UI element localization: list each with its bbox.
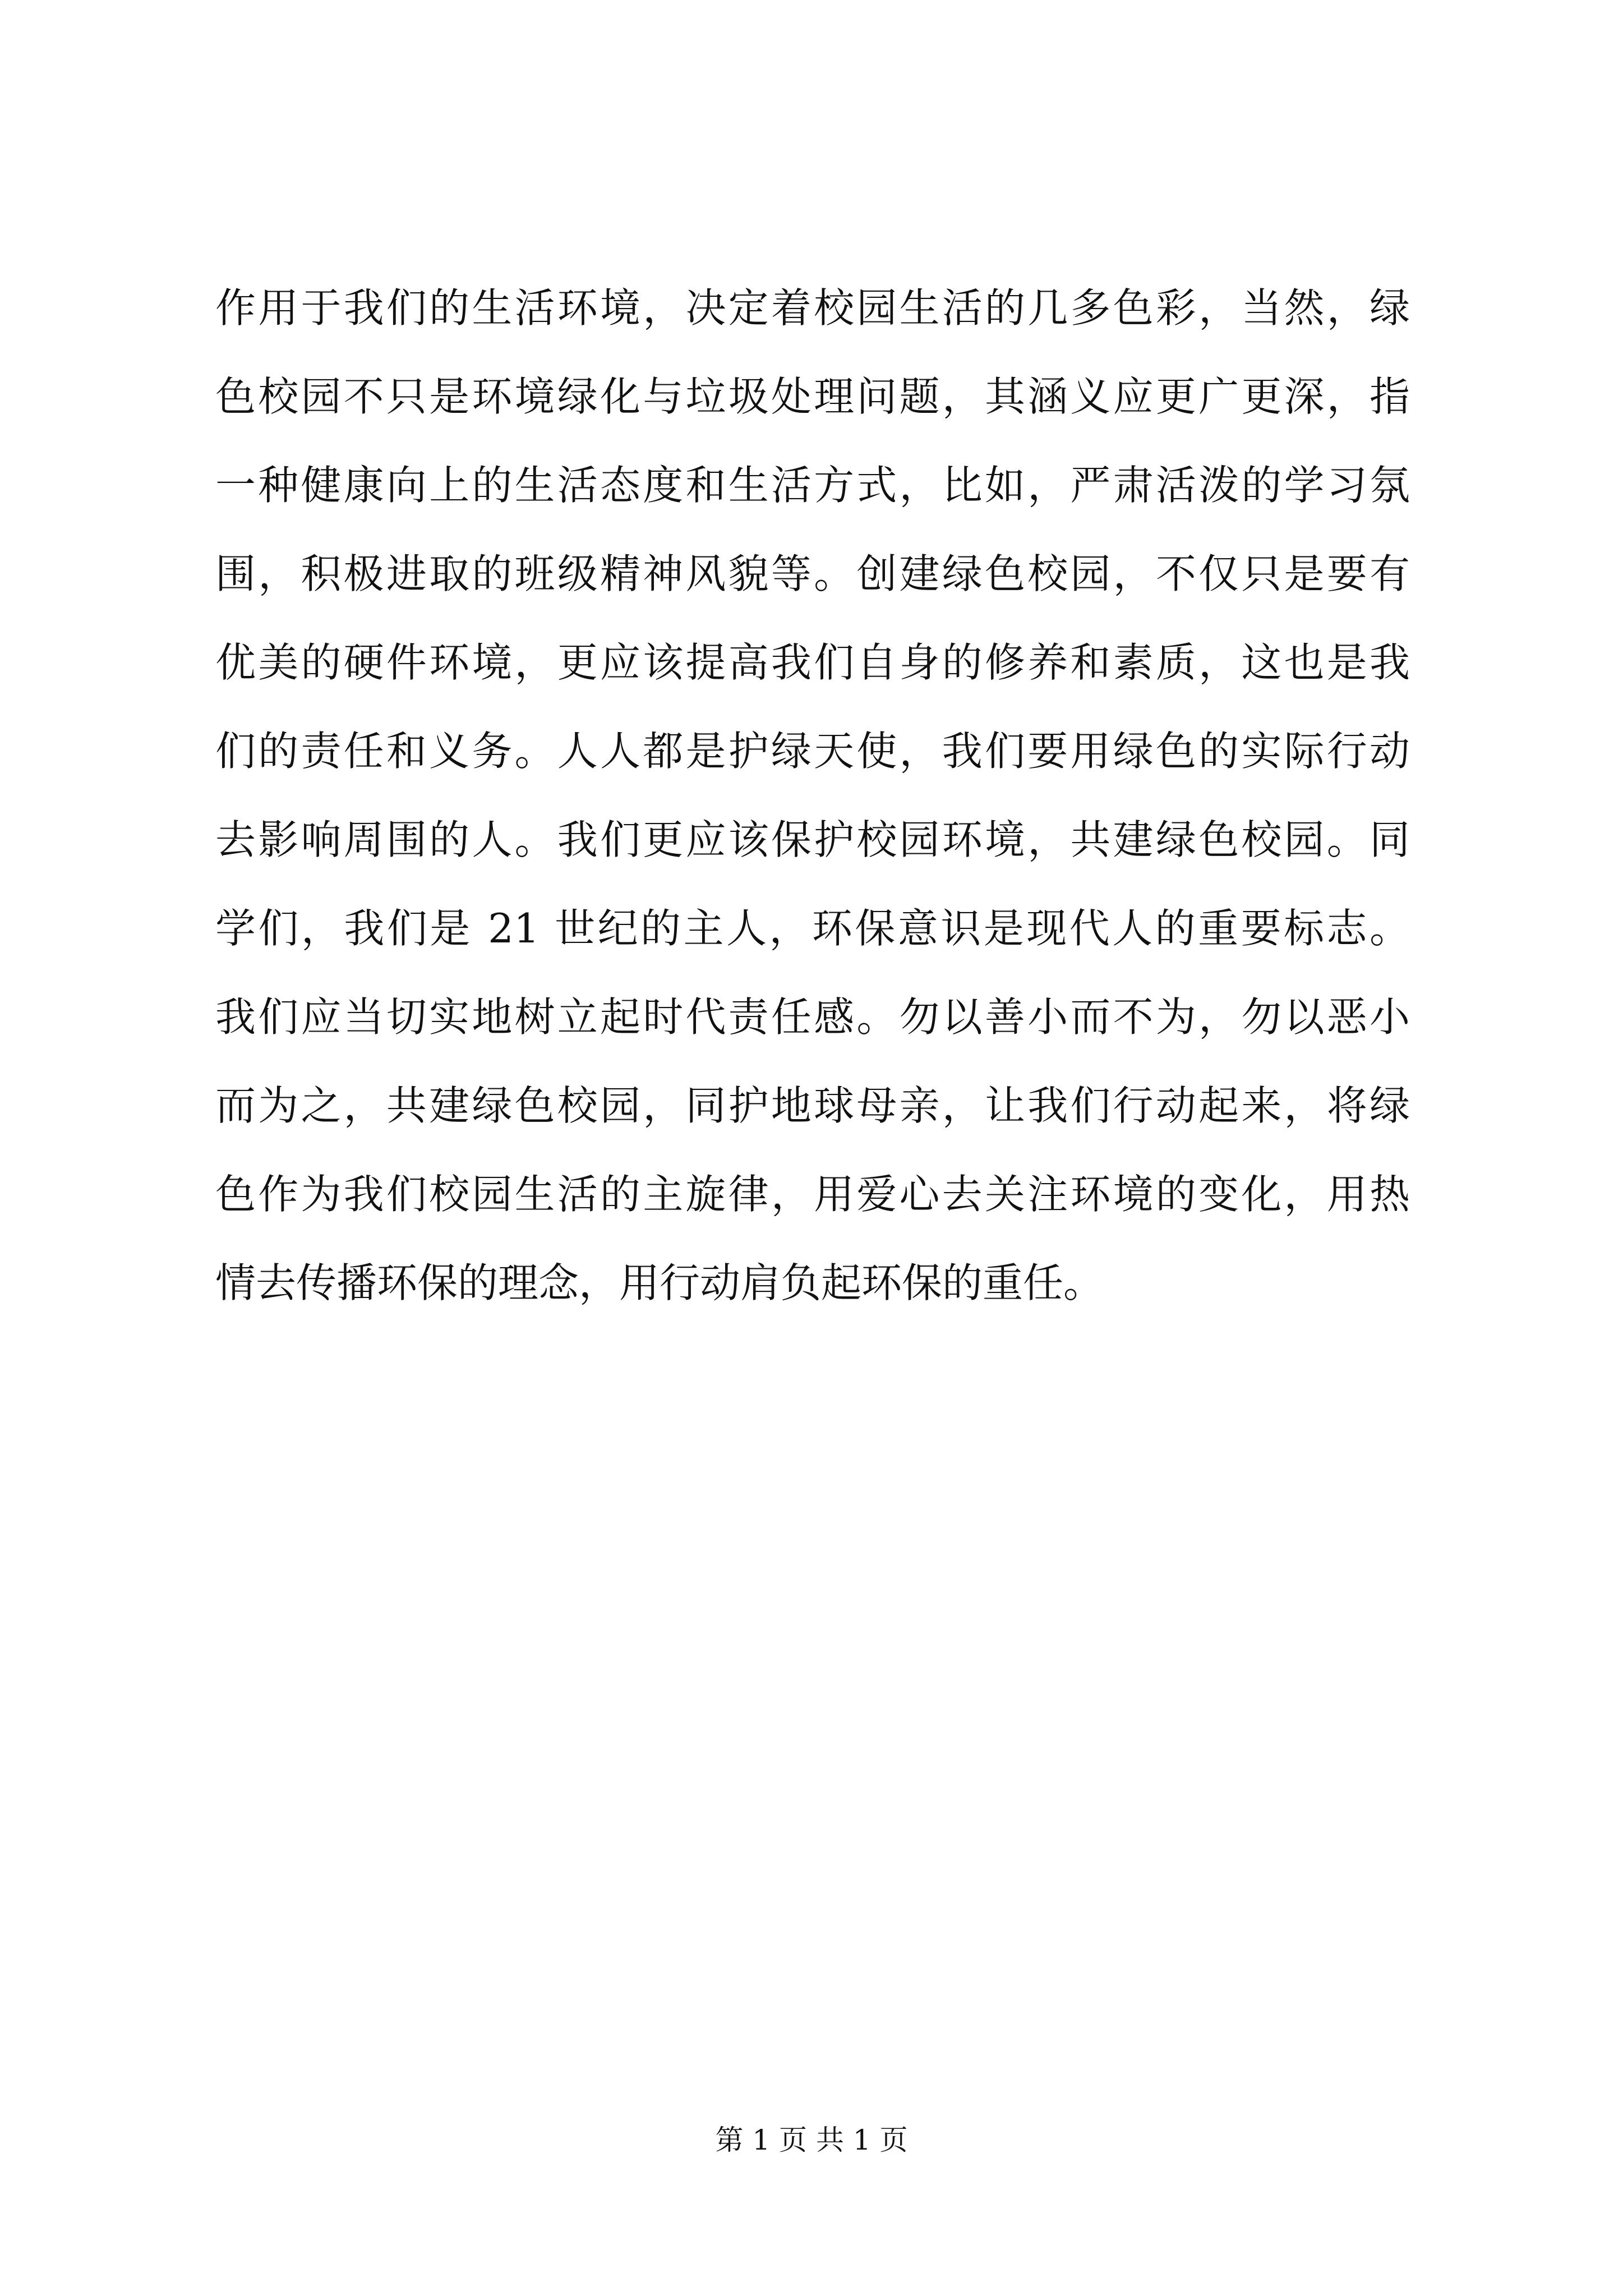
paragraph-line: 我们应当切实地树立起时代责任感。勿以善小而不为，勿以恶小: [215, 993, 1410, 1041]
paragraph-line: 作用于我们的生活环境，决定着校园生活的几多色彩，当然，绿: [215, 284, 1410, 332]
paragraph-line: 们的责任和义务。人人都是护绿天使，我们要用绿色的实际行动: [215, 728, 1410, 775]
paragraph-line: 一种健康向上的生活态度和生活方式，比如，严肃活泼的学习氛: [215, 462, 1410, 509]
paragraph-line: 去影响周围的人。我们更应该保护校园环境，共建绿色校园。同: [215, 816, 1410, 863]
paragraph-line: 围，积极进取的班级精神风貌等。创建绿色校园，不仅只是要有: [215, 550, 1410, 597]
paragraph-line: 学们，我们是 21 世纪的主人，环保意识是现代人的重要标志。: [215, 905, 1410, 952]
body-paragraph: [215, 264, 1410, 1327]
page-footer: 第 1 页 共 1 页: [715, 2124, 908, 2156]
paragraph-line: 优美的硬件环境，更应该提高我们自身的修养和素质，这也是我: [215, 639, 1410, 686]
paragraph-line: 色作为我们校园生活的主旋律，用爱心去关注环境的变化，用热: [215, 1171, 1410, 1218]
paragraph-line: 而为之，共建绿色校园，同护地球母亲，让我们行动起来，将绿: [215, 1082, 1410, 1129]
paragraph-line: 色校园不只是环境绿化与垃圾处理问题，其涵义应更广更深，指: [215, 373, 1410, 420]
paragraph-line: 情去传播环保的理念，用行动肩负起环保的重任。: [215, 1259, 1104, 1306]
